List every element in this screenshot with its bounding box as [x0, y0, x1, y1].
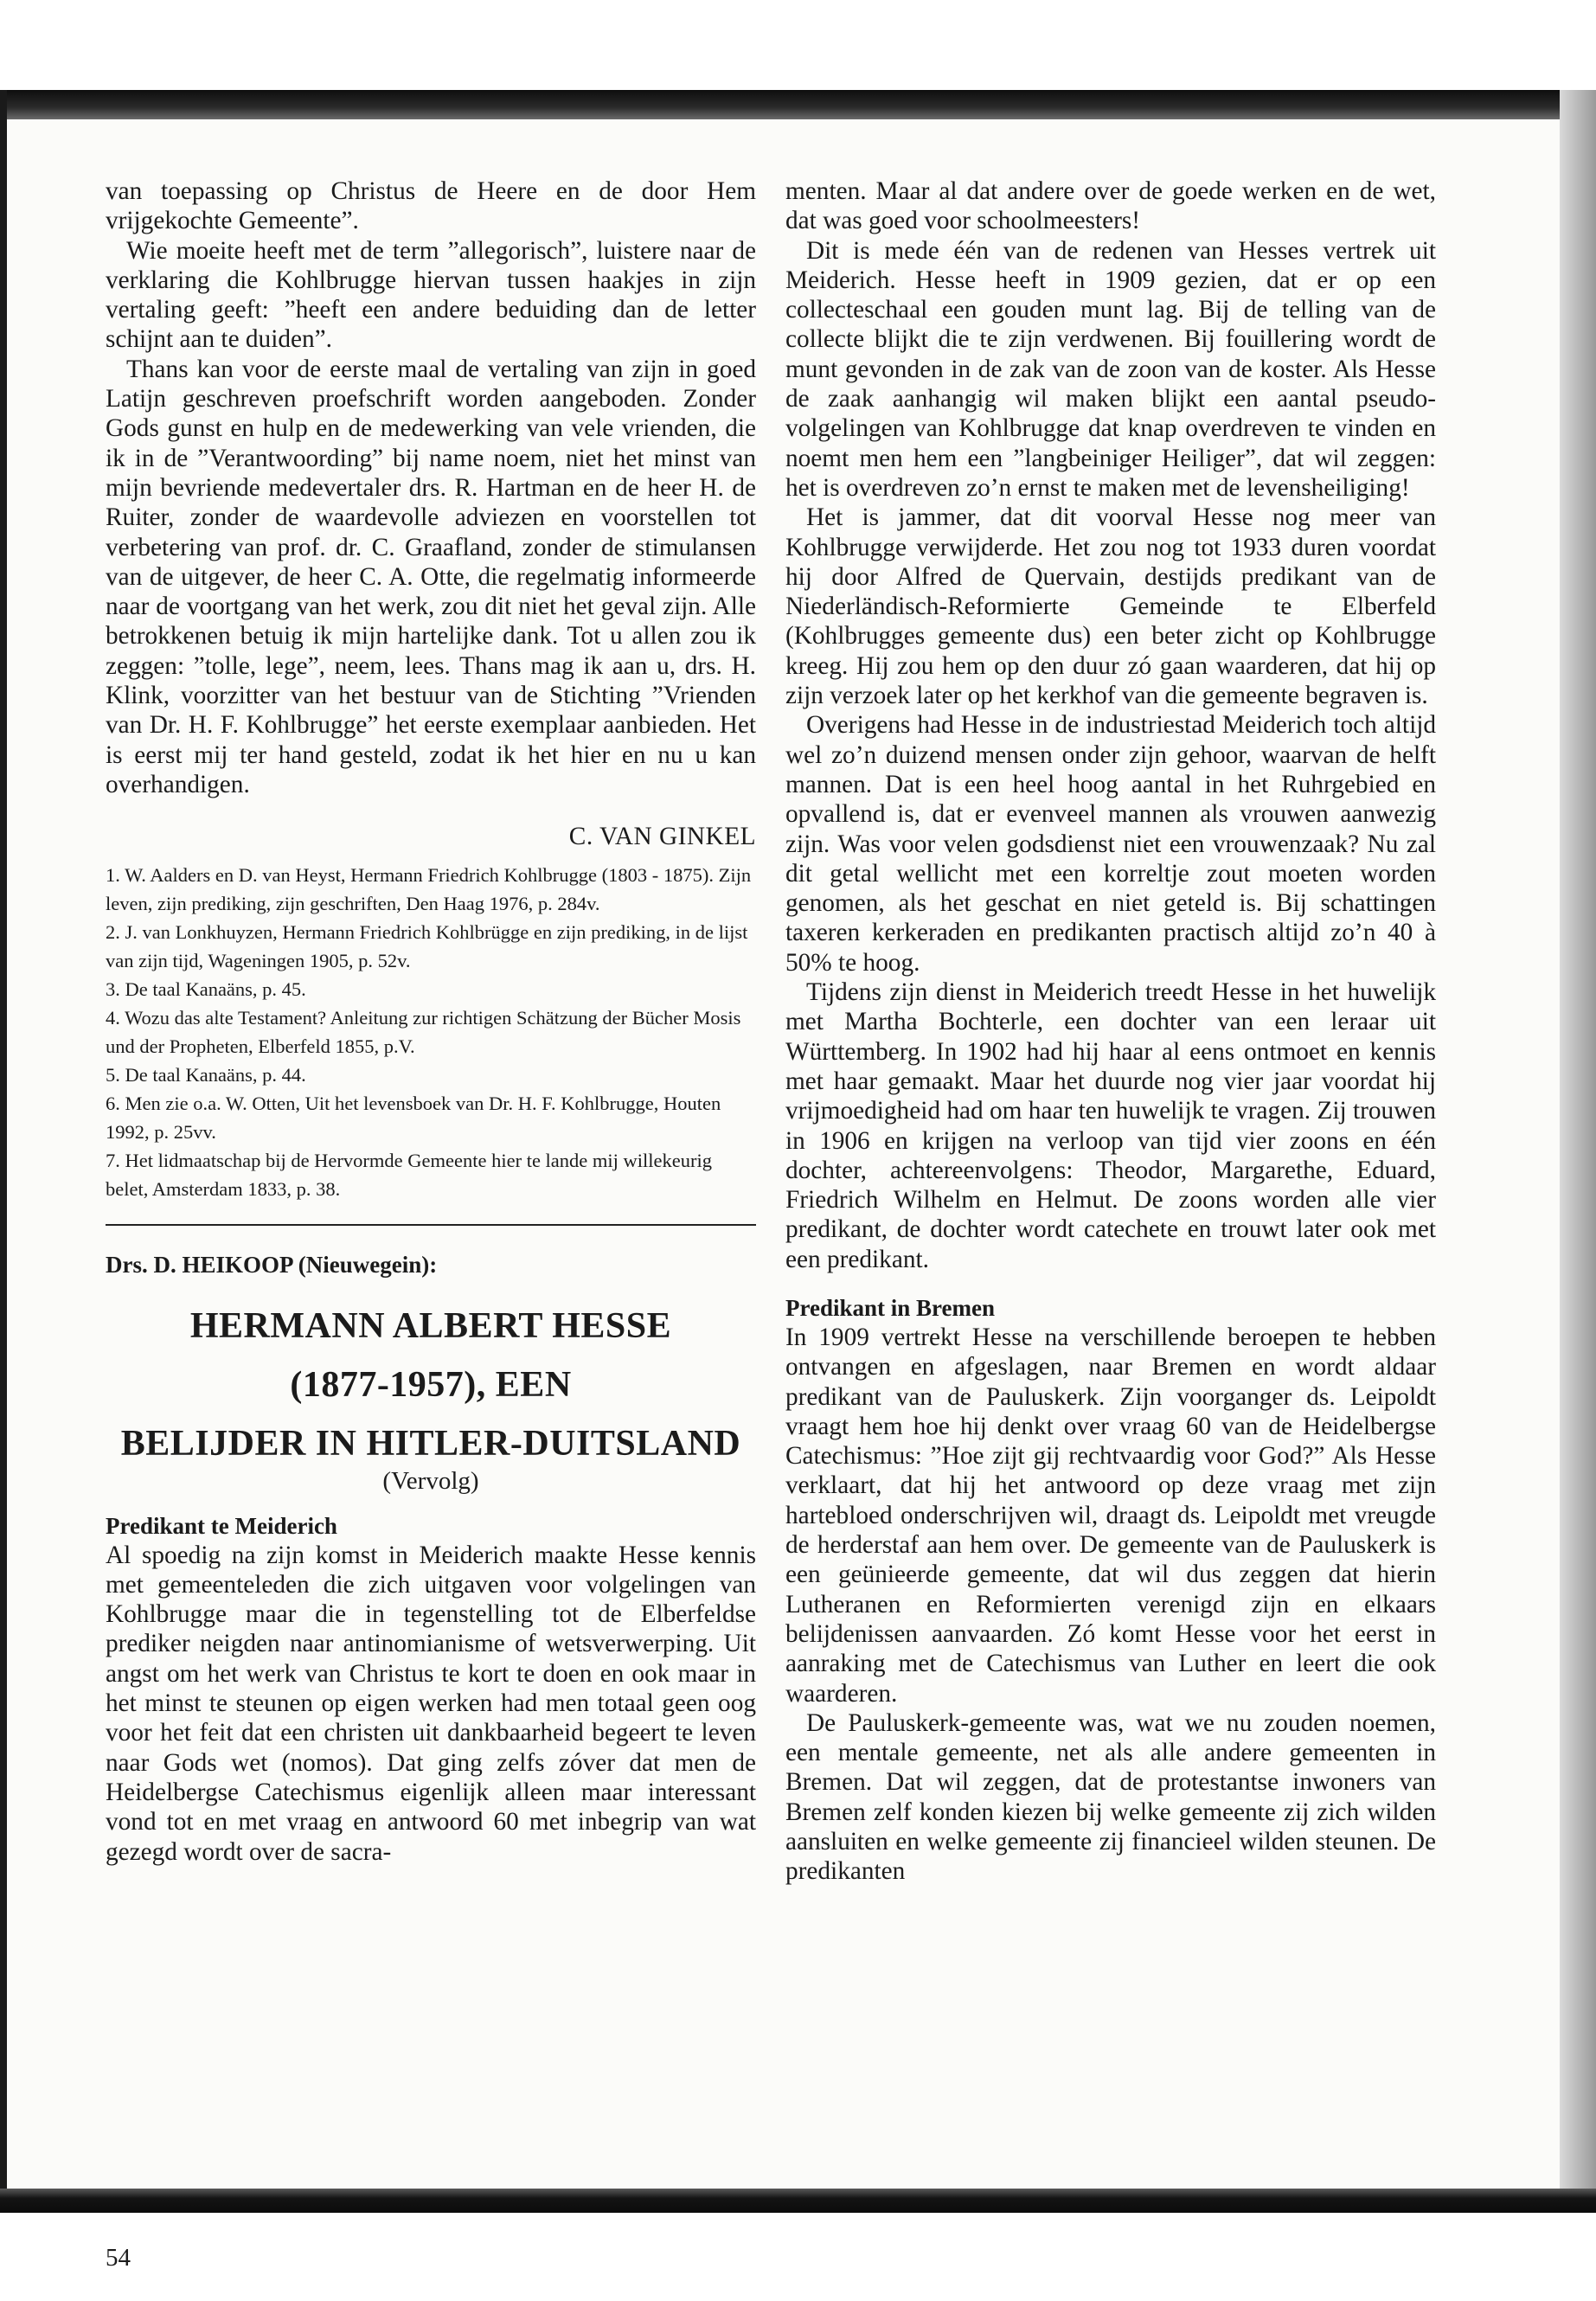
- footnote: 6. Men zie o.a. W. Otten, Uit het levensboek van Dr. H. F. Kohlbrugge, Houten 1992, p. 25vv.: [106, 1092, 721, 1143]
- article-subtitle: (Vervolg): [382, 1466, 479, 1495]
- footnote: 4. Wozu das alte Testament? Anleitung zur richtigen Schätzung der Bücher Mosis und der Propheten, Elberfeld 1855, p.V.: [106, 1006, 741, 1057]
- author-signature: C. VAN GINKEL: [568, 823, 756, 851]
- section-heading: Predikant te Meiderich: [106, 1512, 337, 1539]
- divider: [106, 1224, 756, 1226]
- footnote: 3. De taal Kanaäns, p. 45.: [106, 977, 306, 1000]
- paragraph: menten. Maar al dat andere over de goede werken en de wet, dat was goed voor schoolmeesters!: [785, 177, 1436, 235]
- headline-line: (1877-1957), EEN: [290, 1364, 572, 1405]
- headline-line: BELIJDER IN HITLER-DUITSLAND: [120, 1423, 741, 1464]
- paragraph: Het is jammer, dat dit voorval Hesse nog meer van Kohlbrugge verwijderde. Het zou nog tot 1933 duren voordat hij door Alfred de Quervain, destijds predikant van de Niederländisch-Reformierte Gemeinde te Elberfeld (Kohlbrugges gemeente dus) een beter zicht op Kohlbrugge kreeg. Hij zou hem op den duur zó gaan waarderen, dat hij op zijn verzoek later op het kerkhof van die gemeente begraven is.: [785, 503, 1436, 710]
- paragraph: van toepassing op Christus de Heere en de door Hem vrijgekochte Gemeente”.: [106, 177, 756, 235]
- left-column: [106, 176, 756, 1867]
- article-byline: Drs. D. HEIKOOP (Nieuwegein):: [106, 1251, 438, 1278]
- paragraph: Wie moeite heeft met de term ”allegorisch”, luistere naar de verklaring die Kohlbrugge hiervan tussen haakjes in zijn vertaling geeft: ”heeft een andere beduiding dan de letter schijnt aan te duiden”.: [106, 236, 756, 354]
- scan-right-border: [1560, 90, 1596, 2213]
- document-page: [7, 119, 1560, 2272]
- paragraph: Al spoedig na zijn komst in Meiderich maakte Hesse kennis met gemeenteleden die zich uitgaven voor volgelingen van Kohlbrugge maar die in tegenstelling tot de Elberfeldse prediker neigden naar antinomianisme of wetsverwerping. Uit angst om het werk van Christus te kort te doen en ook maar in het minst te steunen op eigen werken had men totaal geen oog voor het feit dat een christen uit dankbaarheid begeert te leven naar Gods wet (nomos). Dat ging zelfs zóver dat men de Heidelbergse Catechismus eigenlijk alleen maar interessant vond tot en met vraag en antwoord 60 met inbegrip van wat gezegd wordt over de sacra-: [106, 1541, 756, 1866]
- footnotes: [106, 861, 756, 1203]
- scan-top-border: [0, 90, 1596, 119]
- paragraph: Tijdens zijn dienst in Meiderich treedt Hesse in het huwelijk met Martha Bochterle, een dochter van een leraar uit Württemberg. In 1902 had hij haar al eens ontmoet en kennis met haar gemaakt. Maar het duurde nog vier jaar voordat hij vrijmoedigheid had om haar ten huwelijk te vragen. Zij trouwen in 1906 en krijgen na verloop van tijd vier zoons en één dochter, achtereenvolgens: Theodor, Margarethe, Eduard, Friedrich Wilhelm en Helmut. De zoons worden alle vier predikant, de dochter wordt catechete en trouwt later ook met een predikant.: [785, 978, 1436, 1273]
- footnote: 5. De taal Kanaäns, p. 44.: [106, 1063, 306, 1086]
- scan-left-border: [0, 90, 7, 2213]
- paragraph: De Pauluskerk-gemeente was, wat we nu zouden noemen, een mentale gemeente, net als alle andere gemeenten in Bremen. Dat wil zeggen, dat de protestantse inwoners van Bremen zelf konden kiezen bij welke gemeente zij zich wilden aansluiten en welke gemeente zij financieel wilden steunen. De predikanten: [785, 1708, 1436, 1886]
- article-headline: [106, 1297, 756, 1473]
- paragraph: Dit is mede één van de redenen van Hesses vertrek uit Meiderich. Hesse heeft in 1909 gezien, dat er op een collecteschaal een gouden munt lag. Bij de telling van de collecte blijkt die te zijn verdwenen. Bij fouillering wordt de munt gevonden in de zak van de zoon van de koster. Als Hesse de zaak aanhangig wil maken blijkt een aantal pseudo-volgelingen van Kohlbrugge dat knap overdreven te vinden en noemt men hem een ”langbeiniger Heiliger”, dat wil zeggen: het is overdreven zo’n ernst te maken met de levensheiliging!: [785, 236, 1436, 502]
- footnote: 2. J. van Lonkhuyzen, Hermann Friedrich Kohlbrügge en zijn prediking, in de lijst van zijn tijd, Wageningen 1905, p. 52v.: [106, 920, 748, 971]
- paragraph: Thans kan voor de eerste maal de vertaling van zijn in goed Latijn geschreven proefschrift worden aangeboden. Zonder Gods gunst en hulp en de medewerking van vele vrienden, die ik in de ”Verantwoording” bij name noem, niet het minst van mijn bevriende medevertaler drs. R. Hartman en de heer H. de Ruiter, zonder de waardevolle adviezen en voorstellen tot verbetering van prof. dr. C. Graafland, zonder de stimulansen van de uitgever, de heer C. A. Otte, die regelmatig informeerde naar de voortgang van het werk, zou dit niet het geval zijn. Alle betrokkenen betuig ik mijn hartelijke dank. Tot u allen zou ik zeggen: ”tolle, lege”, neem, lees. Thans mag ik aan u, drs. H. Klink, voorzitter van het bestuur van de Stichting ”Vrienden van Dr. H. F. Kohlbrugge” het eerste exemplaar aanbieden. Het is eerst mij ter hand gesteld, zodat ik het hier en nu u kan overhandigen.: [106, 355, 756, 798]
- scan-bottom-border: [0, 2189, 1596, 2213]
- paragraph: In 1909 vertrekt Hesse na verschillende beroepen te hebben ontvangen en afgeslagen, naar Bremen en wordt aldaar predikant van de Pauluskerk. Zijn voorganger ds. Leipoldt vraagt hem hoe hij denkt over vraag 60 van de Heidelbergse Catechismus: ”Hoe zijt gij rechtvaardig voor God?” Als Hesse verklaart, dat hij het antwoord op deze vraag met zijn hartebloed onderschrijven wil, draagt ds. Leipoldt met vreugde de herderstaf aan hem over. De gemeente van de Pauluskerk is een geünieerde gemeente, dat wil dus zeggen dat hierin Lutheranen en Reformierten verenigd zijn en elkaars belijdenissen aanvaarden. Zó komt Hesse voor het eerst in aanraking met de Catechismus van Luther en leert die ook waarderen.: [785, 1323, 1436, 1708]
- right-column: [785, 176, 1436, 1887]
- section-heading: Predikant in Bremen: [785, 1294, 996, 1321]
- footnote: 7. Het lidmaatschap bij de Hervormde Gemeente hier te lande mij willekeurig belet, Amsterdam 1833, p. 38.: [106, 1149, 713, 1200]
- paragraph: Overigens had Hesse in de industriestad Meiderich toch altijd wel zo’n duizend mensen onder zijn gehoor, waarvan de helft mannen. Dat is een heel hoog aantal in het Ruhrgebied en opvallend is, dat er evenveel mannen als vrouwen aanwezig zijn. Was voor velen godsdienst niet een vrouwenzaak? Nu zal dit getal wellicht met een korreltje zout moeten worden genomen, als het geschat en niet geteld is. Bij schattingen taxeren kerkeraden en predikanten practisch altijd zo’n 40 à 50% te hoog.: [785, 711, 1436, 977]
- footnote: 1. W. Aalders en D. van Heyst, Hermann Friedrich Kohlbrugge (1803 - 1875). Zijn leven, zijn prediking, zijn geschriften, Den Haag 1976, p. 284v.: [106, 863, 752, 914]
- headline-line: HERMANN ALBERT HESSE: [189, 1305, 672, 1346]
- page-number: 54: [106, 2244, 131, 2272]
